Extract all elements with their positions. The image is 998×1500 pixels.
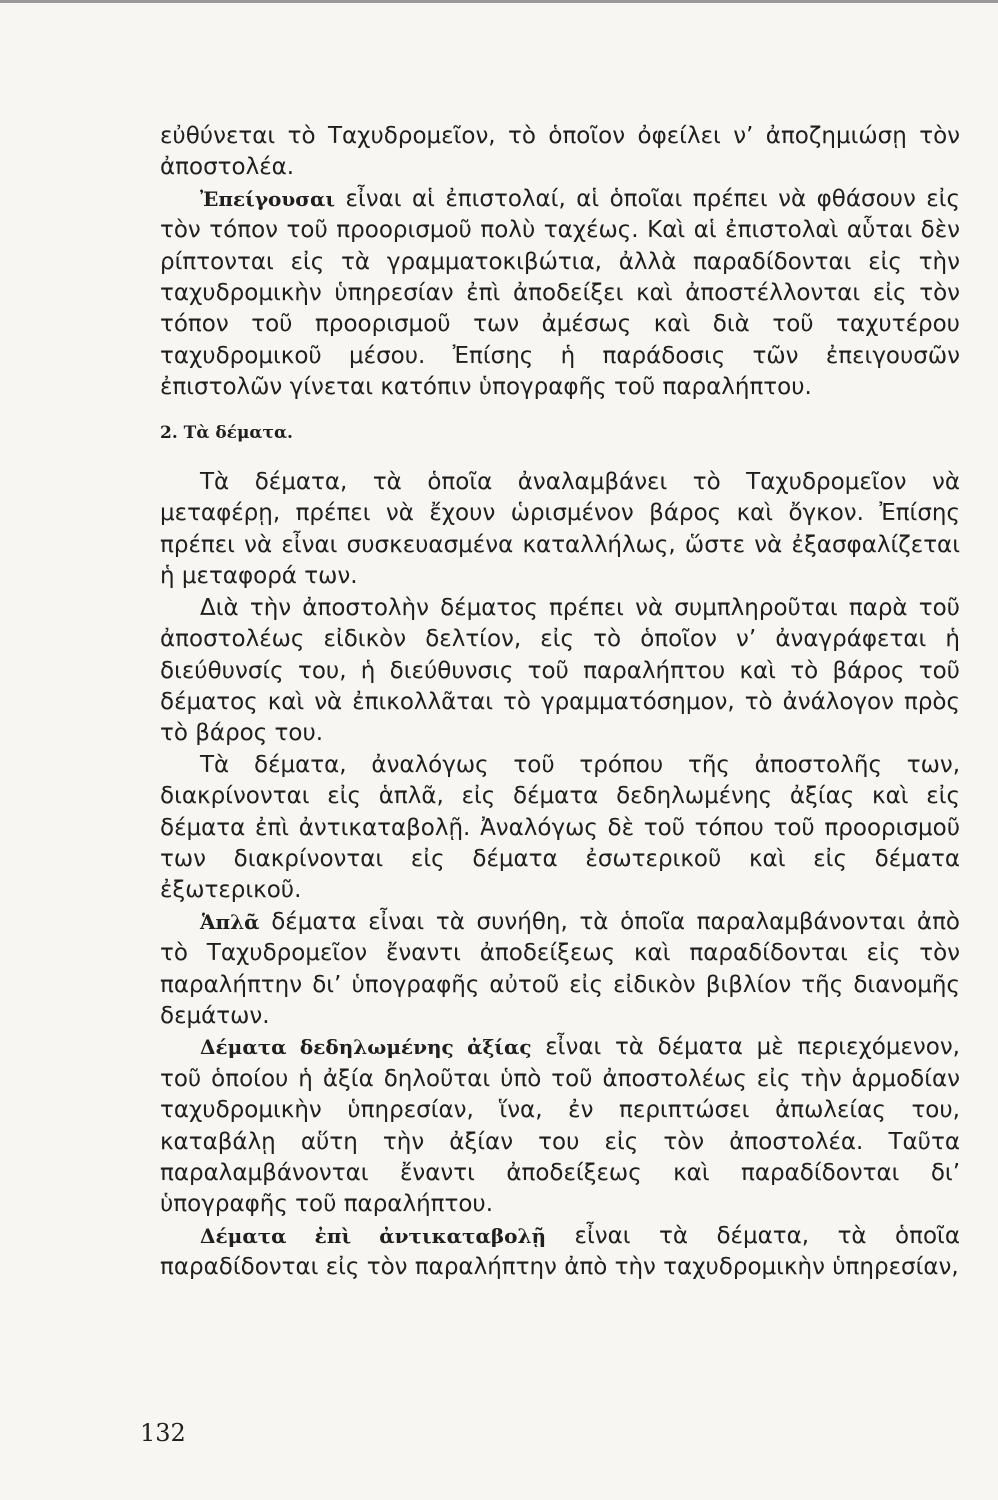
section-heading: 2. Τὰ δέματα. bbox=[160, 422, 293, 443]
paragraph-7-text: εἶναι τὰ δέματα μὲ περιεχόμενον, τοῦ ὁποίου ἡ ἀξία δηλοῦται ὑπὸ τοῦ ἀποστολέως εἰς τὴν ἁρμοδίαν ταχυδρομικὴν ὑπηρεσίαν, ἵνα, ἐν περιπτώσει ἀπωλείας του, καταβάλῃ αὕτη τὴν ἀξίαν του εἰς τὸν ἀποστολέα. Ταῦτα παραλαμβάνονται ἔναντι ἀποδείξεως καὶ παραδίδονται δι’ ὑπογραφῆς τοῦ παραλήπτου. bbox=[160, 1034, 960, 1218]
paragraph-3 bbox=[160, 467, 960, 593]
term-urgent: Ἐπείγουσαι bbox=[200, 186, 336, 211]
paragraph-7 bbox=[160, 1032, 960, 1220]
page-number: 132 bbox=[140, 1419, 186, 1447]
paragraph-6 bbox=[160, 907, 960, 1033]
paragraph-4-text: Διὰ τὴν ἀποστολὴν δέματος πρέπει νὰ συμπληροῦται παρὰ τοῦ ἀποστολέως εἰδικὸν δελτίον, εἰς τὸ ὁποῖον ν’ ἀναγράφεται ἡ διεύθυνσίς του, ἡ διεύθυνσις τοῦ παραλήπτου καὶ τὸ βάρος τοῦ δέματος καὶ νὰ ἐπικολλᾶται τὸ γραμματόσημον, τὸ ἀνάλογον πρὸς τὸ βάρος του. bbox=[160, 594, 960, 747]
paragraph-8-text: εἶναι τὰ δέματα, τὰ ὁποῖα παραδίδονται εἰς τὸν παραλήπτην ἀπὸ τὴν ταχυδρομικὴν ὑπηρεσίαν, bbox=[160, 1222, 960, 1281]
page-body bbox=[160, 121, 960, 1284]
paragraph-3-text: Τὰ δέματα, τὰ ὁποῖα ἀναλαμβάνει τὸ Ταχυδρομεῖον νὰ μεταφέρῃ, πρέπει νὰ ἔχουν ὡρισμένον βάρος καὶ ὄγκον. Ἐπίσης πρέπει νὰ εἶναι συσκευασμένα καταλλήλως, ὥστε νὰ ἐξασφαλίζεται ἡ μεταφορά των. bbox=[160, 469, 960, 590]
paragraph-2 bbox=[160, 184, 960, 404]
paragraph-1 bbox=[160, 121, 960, 184]
term-simple: Ἁπλᾶ bbox=[200, 909, 260, 934]
paragraph-5-text: Τὰ δέματα, ἀναλόγως τοῦ τρόπου τῆς ἀποστολῆς των, διακρίνονται εἰς ἁπλᾶ, εἰς δέματα δεδηλωμένης ἀξίας καὶ εἰς δέματα ἐπὶ ἀντικαταβολῇ. Ἀναλόγως δὲ τοῦ τόπου τοῦ προορισμοῦ των διακρίνονται εἰς δέματα ἐσωτερικοῦ καὶ εἰς δέματα ἐξωτερικοῦ. bbox=[160, 751, 960, 904]
term-cash-on-delivery: Δέματα ἐπὶ ἀντικαταβολῇ bbox=[200, 1223, 547, 1248]
paragraph-6-text: δέματα εἶναι τὰ συνήθη, τὰ ὁποῖα παραλαμβάνονται ἀπὸ τὸ Ταχυδρομεῖον ἔναντι ἀποδείξεως καὶ παραδίδονται εἰς τὸν παραλήπτην δι’ ὑπογραφῆς αὐτοῦ εἰς εἰδικὸν βιβλίον τῆς διανομῆς δεμάτων. bbox=[160, 908, 960, 1029]
paragraph-1-text: εὐθύνεται τὸ Ταχυδρομεῖον, τὸ ὁποῖον ὀφείλει ν’ ἀποζημιώσῃ τὸν ἀποστολέα. bbox=[160, 123, 960, 181]
paragraph-5 bbox=[160, 750, 960, 907]
paragraph-2-text: εἶναι αἱ ἐπιστολαί, αἱ ὁποῖαι πρέπει νὰ φθάσουν εἰς τὸν τόπον τοῦ προορισμοῦ πολὺ ταχέως. Καὶ αἱ ἐπιστολαὶ αὗται δὲν ρίπτονται εἰς τὰ γραμματοκιβώτια, ἀλλὰ παραδίδονται εἰς τὴν ταχυδρομικὴν ὑπηρεσίαν ἐπὶ ἀποδείξει καὶ ἀποστέλλονται εἰς τὸν τόπον τοῦ προορισμοῦ των ἀμέσως καὶ διὰ τοῦ ταχυτέρου ταχυδρομικοῦ μέσου. Ἐπίσης ἡ παράδοσις τῶν ἐπειγουσῶν ἐπιστολῶν γίνεται κατόπιν ὑπογραφῆς τοῦ παραλήπτου. bbox=[160, 185, 960, 401]
paragraph-8 bbox=[160, 1221, 960, 1284]
term-declared-value: Δέματα δεδηλωμένης ἀξίας bbox=[200, 1035, 532, 1060]
paragraph-4 bbox=[160, 593, 960, 750]
